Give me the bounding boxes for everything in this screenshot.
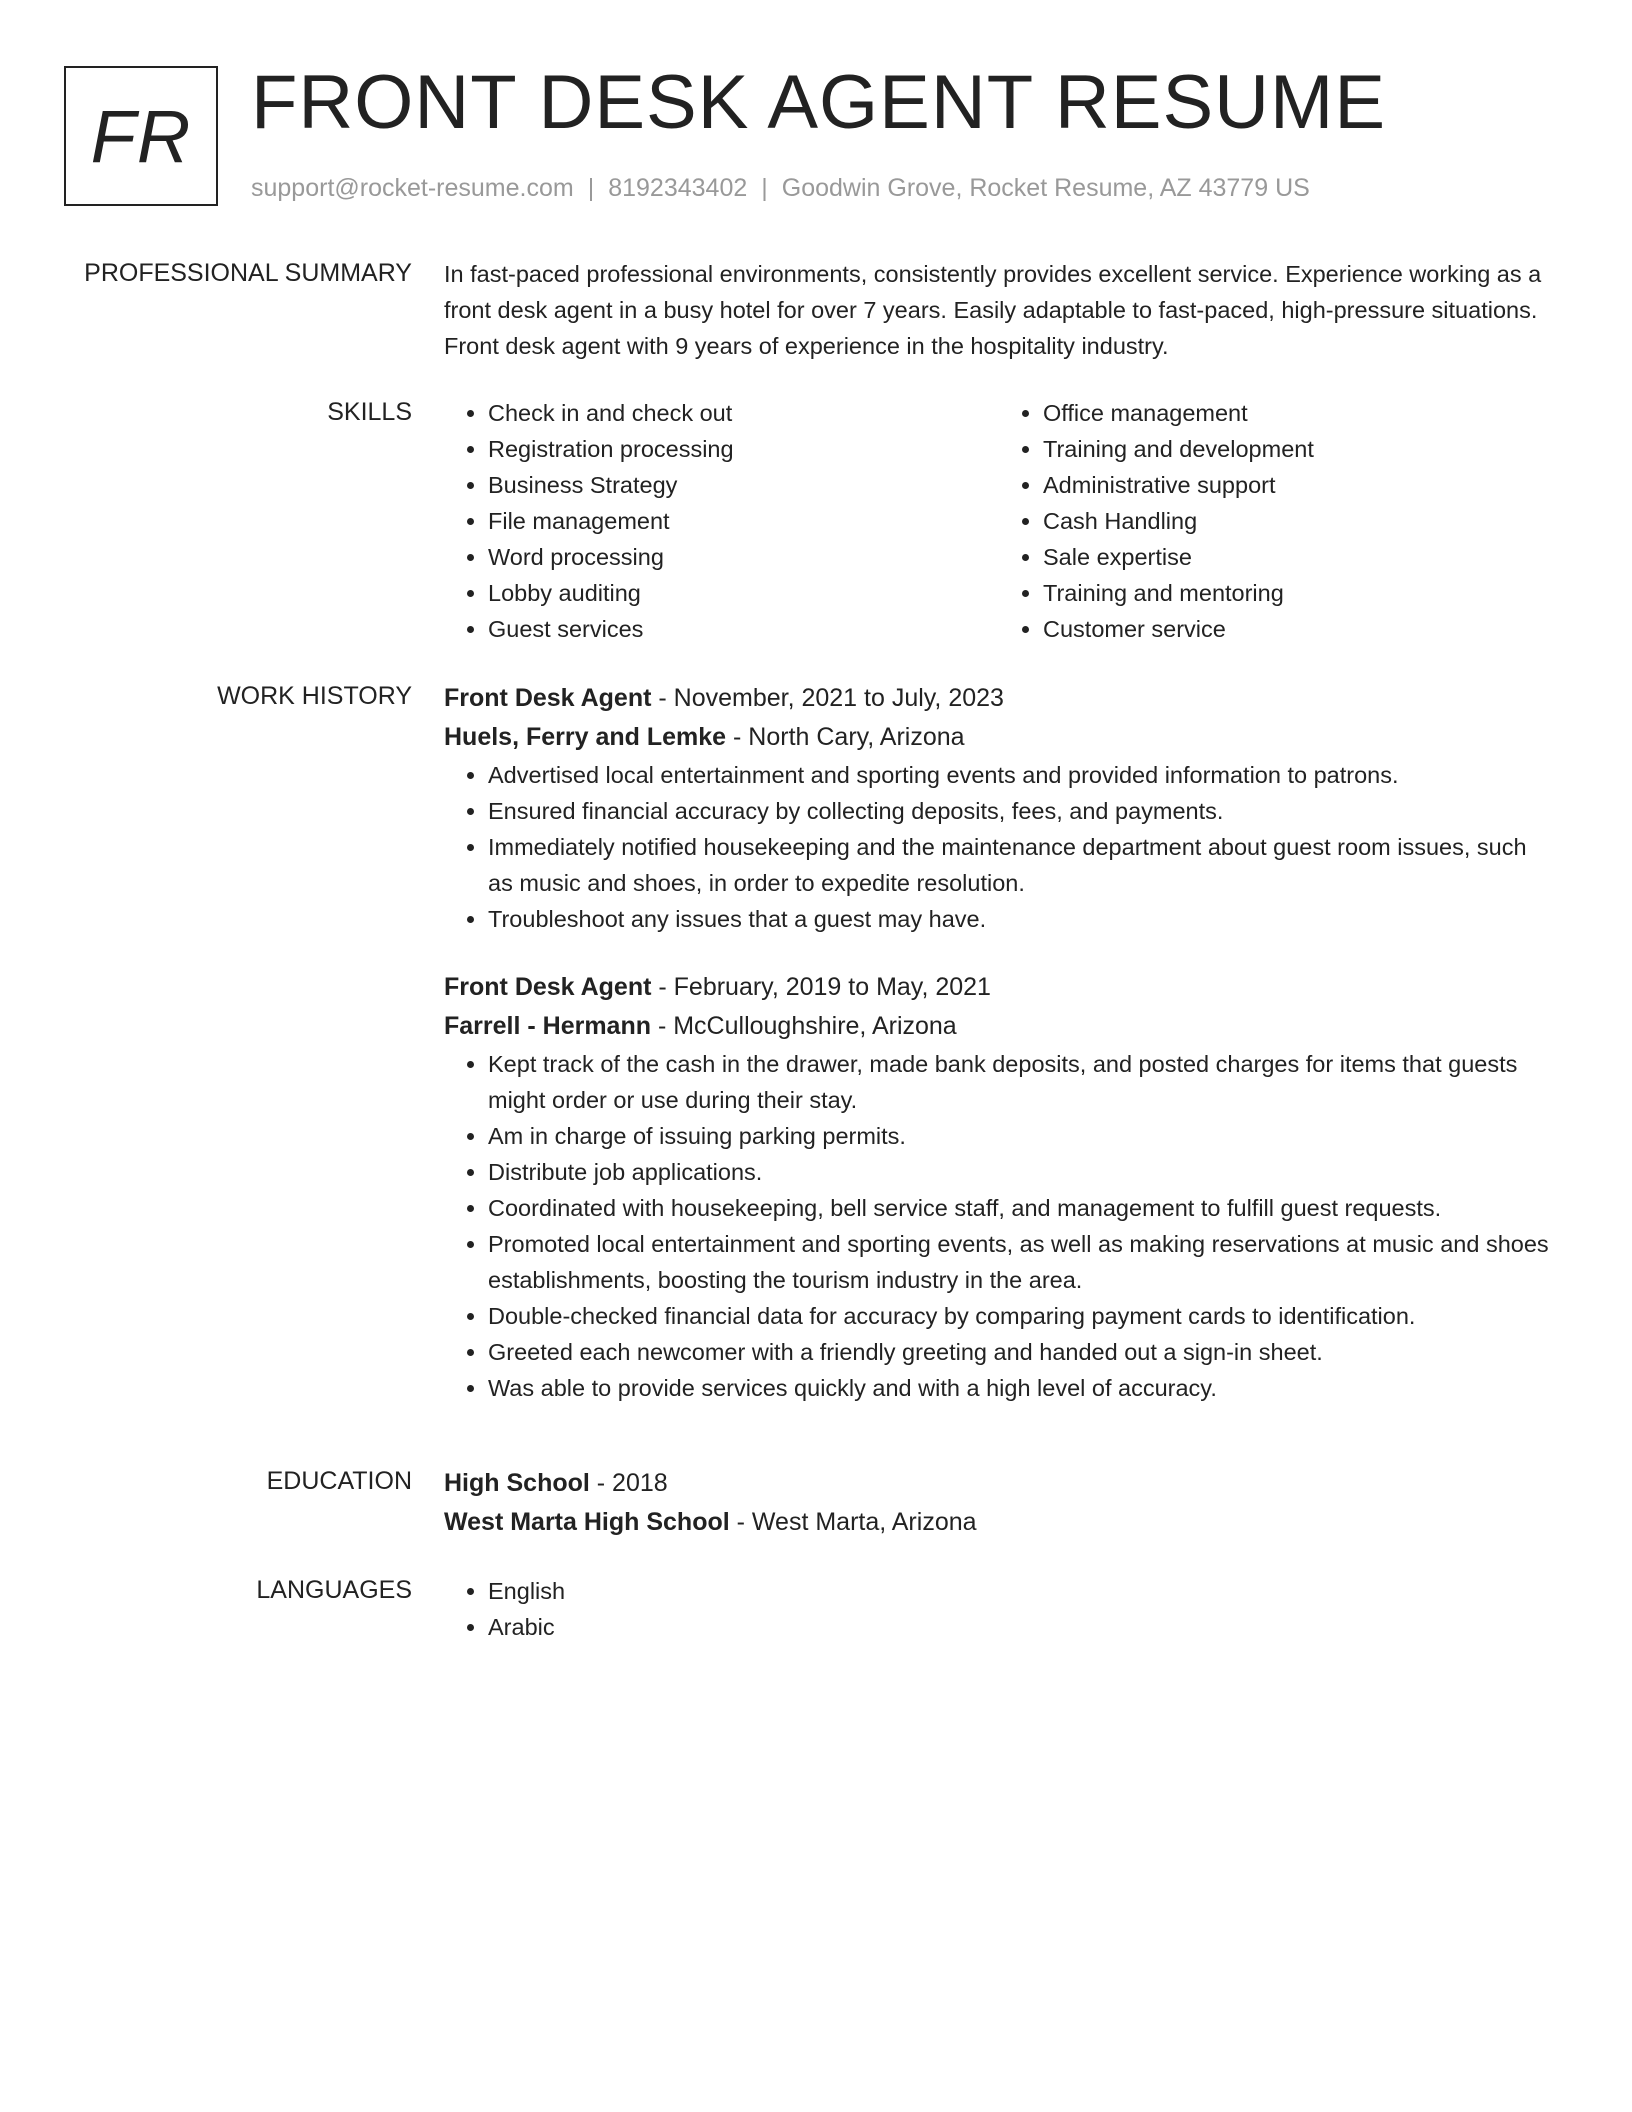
skill-item: • Guest services bbox=[488, 611, 999, 647]
section-label-work: WORK HISTORY bbox=[217, 682, 412, 710]
skill-item: • Word processing bbox=[488, 539, 999, 575]
education-body bbox=[444, 1464, 1554, 1542]
job-entry bbox=[444, 679, 1554, 937]
monogram-text: FR bbox=[90, 94, 192, 178]
skill-item: • Lobby auditing bbox=[488, 575, 999, 611]
section-label-skills: SKILLS bbox=[327, 398, 412, 426]
job-bullets bbox=[444, 1046, 1554, 1406]
skill-item: • Business Strategy bbox=[488, 467, 999, 503]
monogram-badge bbox=[64, 66, 218, 206]
contact-address: Goodwin Grove, Rocket Resume, AZ 43779 US bbox=[781, 174, 1310, 202]
skill-item: • Cash Handling bbox=[1043, 503, 1554, 539]
job-bullet: • Double-checked financial data for accuracy by comparing payment cards to identification. bbox=[488, 1298, 1554, 1334]
job-bullet: • Greeted each newcomer with a friendly greeting and handed out a sign-in sheet. bbox=[488, 1334, 1554, 1370]
job-company-line bbox=[444, 718, 1554, 757]
education-school-line bbox=[444, 1503, 1554, 1542]
contact-separator: | bbox=[587, 174, 595, 202]
contact-phone: 8192343402 bbox=[608, 174, 748, 202]
languages-body bbox=[444, 1573, 1554, 1645]
job-title-line bbox=[444, 968, 1554, 1007]
skills-body bbox=[444, 395, 1554, 647]
job-title: Front Desk Agent bbox=[444, 684, 652, 712]
skill-item: • Office management bbox=[1043, 395, 1554, 431]
skill-item: • File management bbox=[488, 503, 999, 539]
skill-item: • Check in and check out bbox=[488, 395, 999, 431]
job-bullet: • Am in charge of issuing parking permits. bbox=[488, 1118, 1554, 1154]
skill-item: • Customer service bbox=[1043, 611, 1554, 647]
job-dates: - November, 2021 to July, 2023 bbox=[651, 684, 1004, 712]
resume-title: FRONT DESK AGENT RESUME bbox=[251, 60, 1387, 145]
job-location: - North Cary, Arizona bbox=[726, 723, 965, 751]
education-degree-line bbox=[444, 1464, 1554, 1503]
language-item: • English bbox=[488, 1573, 1554, 1609]
job-bullet: • Ensured financial accuracy by collecting deposits, fees, and payments. bbox=[488, 793, 1554, 829]
education-degree: High School bbox=[444, 1469, 590, 1497]
section-label-summary: PROFESSIONAL SUMMARY bbox=[84, 259, 412, 287]
job-bullet: • Immediately notified housekeeping and the maintenance department about guest room issues, such as music and shoes, in order to expedite resolution. bbox=[488, 829, 1554, 901]
skill-item: • Administrative support bbox=[1043, 467, 1554, 503]
education-location: - West Marta, Arizona bbox=[729, 1508, 977, 1536]
education-school: West Marta High School bbox=[444, 1508, 730, 1536]
job-bullet: • Kept track of the cash in the drawer, made bank deposits, and posted charges for items that guests might order or use during their stay. bbox=[488, 1046, 1554, 1118]
job-dates: - February, 2019 to May, 2021 bbox=[651, 973, 991, 1001]
job-title-line bbox=[444, 679, 1554, 718]
section-label-languages: LANGUAGES bbox=[256, 1576, 412, 1604]
job-bullet: • Distribute job applications. bbox=[488, 1154, 1554, 1190]
skills-list-left bbox=[444, 395, 999, 647]
languages-list bbox=[444, 1573, 1554, 1645]
job-location: - McCulloughshire, Arizona bbox=[651, 1012, 957, 1040]
education-year: - 2018 bbox=[589, 1469, 668, 1497]
job-company: Huels, Ferry and Lemke bbox=[444, 723, 727, 751]
section-label-education: EDUCATION bbox=[266, 1467, 412, 1495]
skill-item: • Sale expertise bbox=[1043, 539, 1554, 575]
job-bullets bbox=[444, 757, 1554, 937]
work-body bbox=[444, 679, 1554, 1406]
skills-list-right bbox=[999, 395, 1554, 647]
skill-item: • Registration processing bbox=[488, 431, 999, 467]
job-bullet: • Promoted local entertainment and sporting events, as well as making reservations at music and shoes establishments, boosting the tourism industry in the area. bbox=[488, 1226, 1554, 1298]
summary-text: In fast-paced professional environments, consistently provides excellent service. Experience working as a front desk agent in a busy hotel for over 7 years. Easily adaptable to fast-paced, high-pressure situations. Front desk agent with 9 years of experience in the hospitality industry. bbox=[444, 261, 1542, 359]
job-bullet: • Troubleshoot any issues that a guest may have. bbox=[488, 901, 1554, 937]
job-bullet: • Advertised local entertainment and sporting events and provided information to patrons. bbox=[488, 757, 1554, 793]
skill-item: • Training and development bbox=[1043, 431, 1554, 467]
contact-email: support@rocket-resume.com bbox=[251, 174, 574, 202]
contact-separator: | bbox=[761, 174, 768, 202]
contact-line bbox=[251, 174, 1310, 203]
job-title: Front Desk Agent bbox=[444, 973, 652, 1001]
skill-item: • Training and mentoring bbox=[1043, 575, 1554, 611]
job-company: Farrell - Hermann bbox=[444, 1012, 652, 1040]
job-entry bbox=[444, 968, 1554, 1406]
language-item: • Arabic bbox=[488, 1609, 1554, 1645]
job-bullet: • Was able to provide services quickly and with a high level of accuracy. bbox=[488, 1370, 1554, 1406]
job-company-line bbox=[444, 1007, 1554, 1046]
job-bullet: • Coordinated with housekeeping, bell service staff, and management to fulfill guest requests. bbox=[488, 1190, 1554, 1226]
